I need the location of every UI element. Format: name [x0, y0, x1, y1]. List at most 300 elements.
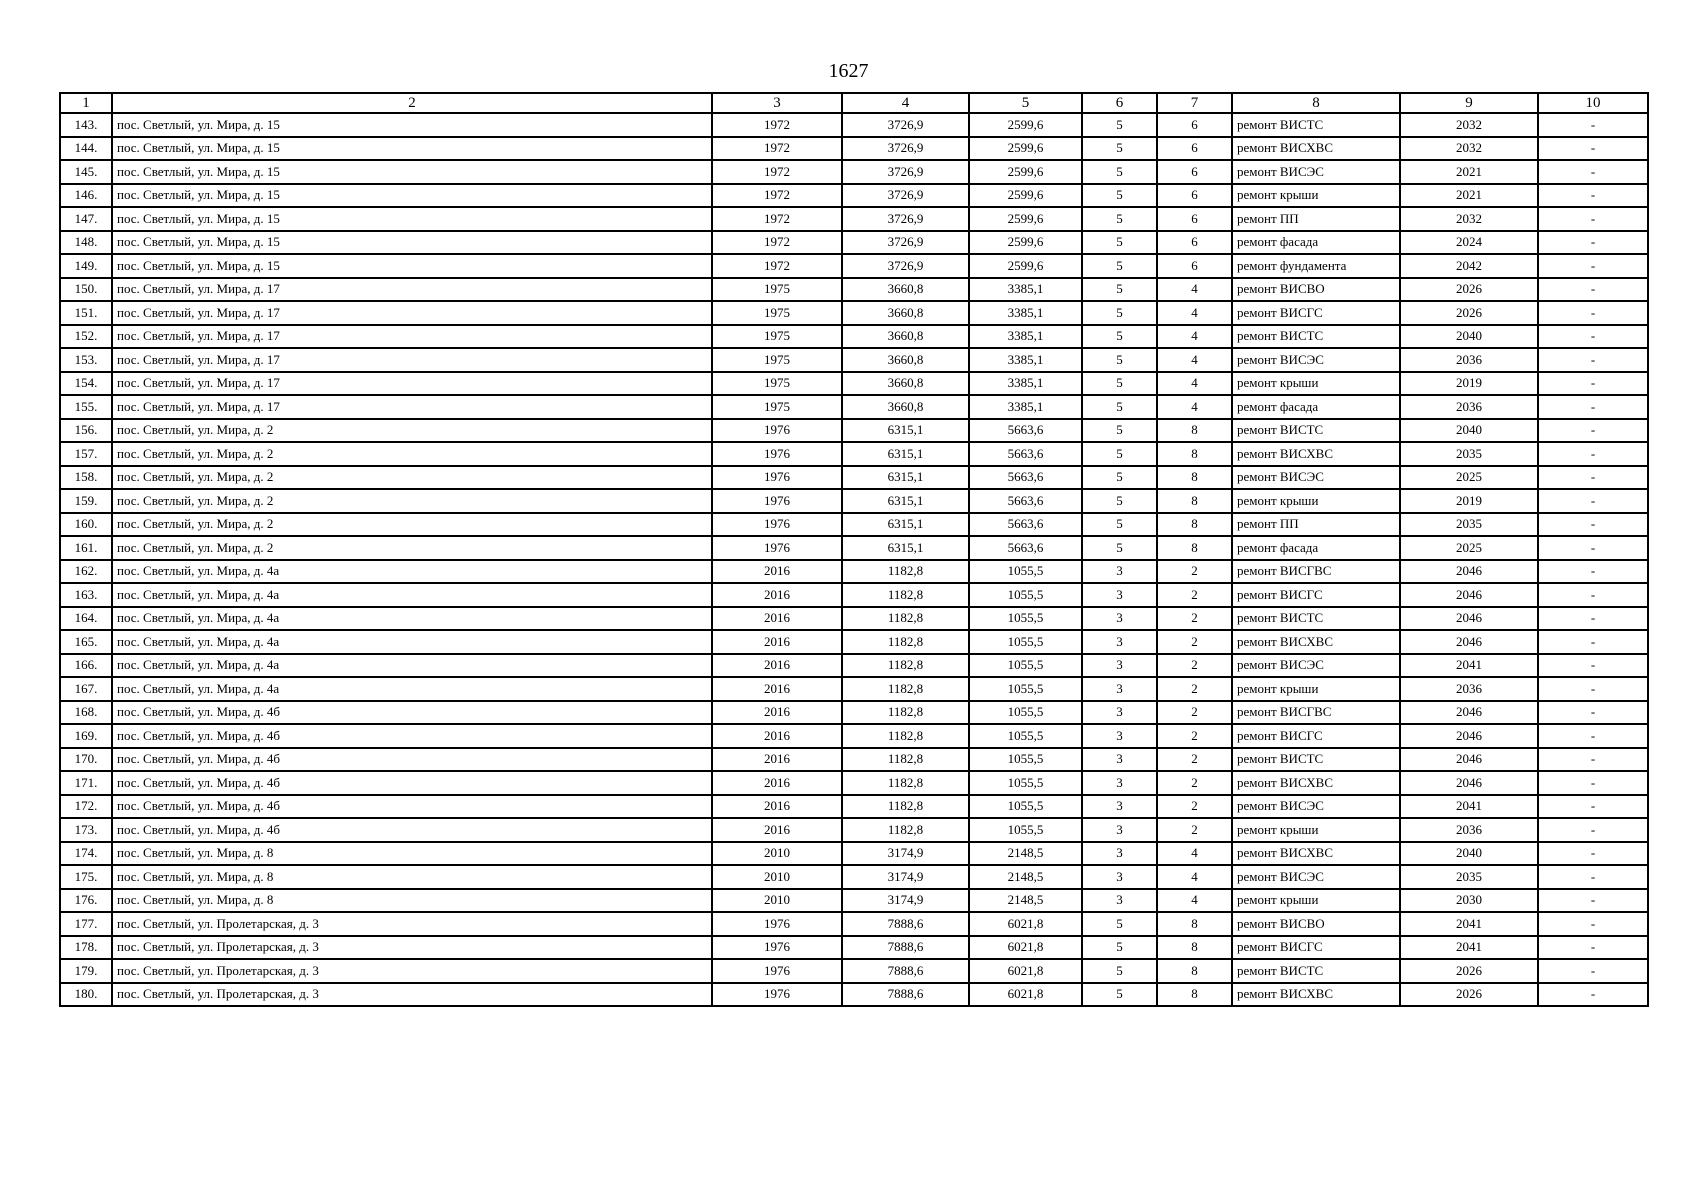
- col-year: 1976: [712, 959, 842, 983]
- col-plan-year: 2032: [1400, 207, 1538, 231]
- table-row: [60, 724, 1648, 748]
- col-area-total: 3660,8: [842, 301, 969, 325]
- col-plan-year: 2026: [1400, 301, 1538, 325]
- col-number: 163.: [60, 583, 112, 607]
- col-work-type: ремонт ВИСВО: [1232, 278, 1400, 302]
- col-plan-year: 2026: [1400, 983, 1538, 1007]
- col-number: 169.: [60, 724, 112, 748]
- col-note: -: [1538, 771, 1648, 795]
- header-col-note: 10: [1538, 93, 1648, 113]
- table-row: [60, 419, 1648, 443]
- col-work-type: ремонт ВИСТС: [1232, 607, 1400, 631]
- col-number: 162.: [60, 560, 112, 584]
- col-year: 1976: [712, 912, 842, 936]
- col-plan-year: 2021: [1400, 184, 1538, 208]
- col-note: -: [1538, 560, 1648, 584]
- col-note: -: [1538, 865, 1648, 889]
- col-note: -: [1538, 207, 1648, 231]
- col-entrances: 8: [1157, 912, 1232, 936]
- col-entrances: 2: [1157, 771, 1232, 795]
- col-floors: 3: [1082, 818, 1157, 842]
- col-note: -: [1538, 395, 1648, 419]
- col-year: 1972: [712, 207, 842, 231]
- col-work-type: ремонт ПП: [1232, 513, 1400, 537]
- col-plan-year: 2041: [1400, 795, 1538, 819]
- col-work-type: ремонт фундамента: [1232, 254, 1400, 278]
- table-row: [60, 301, 1648, 325]
- col-entrances: 2: [1157, 583, 1232, 607]
- col-address: пос. Светлый, ул. Мира, д. 15: [112, 113, 712, 137]
- col-note: -: [1538, 113, 1648, 137]
- col-number: 157.: [60, 442, 112, 466]
- col-number: 161.: [60, 536, 112, 560]
- header-col-floors: 6: [1082, 93, 1157, 113]
- col-plan-year: 2046: [1400, 724, 1538, 748]
- col-area-total: 3174,9: [842, 865, 969, 889]
- col-area-total: 7888,6: [842, 959, 969, 983]
- col-area-total: 3726,9: [842, 254, 969, 278]
- col-work-type: ремонт ПП: [1232, 207, 1400, 231]
- col-entrances: 6: [1157, 254, 1232, 278]
- col-year: 2016: [712, 748, 842, 772]
- col-year: 2016: [712, 771, 842, 795]
- col-note: -: [1538, 748, 1648, 772]
- col-entrances: 4: [1157, 395, 1232, 419]
- col-address: пос. Светлый, ул. Мира, д. 4б: [112, 771, 712, 795]
- col-entrances: 6: [1157, 137, 1232, 161]
- col-plan-year: 2041: [1400, 654, 1538, 678]
- col-number: 167.: [60, 677, 112, 701]
- col-number: 150.: [60, 278, 112, 302]
- col-plan-year: 2040: [1400, 842, 1538, 866]
- col-area-total: 3660,8: [842, 372, 969, 396]
- col-address: пос. Светлый, ул. Мира, д. 15: [112, 137, 712, 161]
- col-address: пос. Светлый, ул. Пролетарская, д. 3: [112, 959, 712, 983]
- col-number: 174.: [60, 842, 112, 866]
- col-number: 149.: [60, 254, 112, 278]
- col-note: -: [1538, 301, 1648, 325]
- col-work-type: ремонт ВИСЭС: [1232, 865, 1400, 889]
- col-area-living: 3385,1: [969, 278, 1082, 302]
- col-address: пос. Светлый, ул. Мира, д. 4а: [112, 560, 712, 584]
- col-year: 2016: [712, 583, 842, 607]
- col-plan-year: 2046: [1400, 607, 1538, 631]
- col-number: 148.: [60, 231, 112, 255]
- table-row: [60, 113, 1648, 137]
- col-number: 177.: [60, 912, 112, 936]
- col-area-total: 3660,8: [842, 348, 969, 372]
- col-area-living: 2599,6: [969, 137, 1082, 161]
- table-row: [60, 959, 1648, 983]
- col-address: пос. Светлый, ул. Мира, д. 17: [112, 325, 712, 349]
- col-entrances: 6: [1157, 207, 1232, 231]
- col-floors: 5: [1082, 278, 1157, 302]
- col-year: 1975: [712, 348, 842, 372]
- col-work-type: ремонт крыши: [1232, 818, 1400, 842]
- col-area-living: 3385,1: [969, 395, 1082, 419]
- col-area-living: 1055,5: [969, 748, 1082, 772]
- col-floors: 5: [1082, 442, 1157, 466]
- col-floors: 5: [1082, 348, 1157, 372]
- col-floors: 3: [1082, 842, 1157, 866]
- col-area-living: 1055,5: [969, 560, 1082, 584]
- table-row: [60, 912, 1648, 936]
- col-floors: 5: [1082, 395, 1157, 419]
- col-plan-year: 2035: [1400, 442, 1538, 466]
- col-area-total: 1182,8: [842, 771, 969, 795]
- col-plan-year: 2041: [1400, 912, 1538, 936]
- header-col-area-total: 4: [842, 93, 969, 113]
- col-entrances: 4: [1157, 842, 1232, 866]
- col-area-total: 1182,8: [842, 795, 969, 819]
- col-plan-year: 2040: [1400, 419, 1538, 443]
- table-row: [60, 607, 1648, 631]
- header-col-year: 3: [712, 93, 842, 113]
- col-area-total: 7888,6: [842, 983, 969, 1007]
- table-row: [60, 466, 1648, 490]
- col-floors: 5: [1082, 254, 1157, 278]
- col-address: пос. Светлый, ул. Пролетарская, д. 3: [112, 912, 712, 936]
- col-area-total: 1182,8: [842, 654, 969, 678]
- col-floors: 5: [1082, 513, 1157, 537]
- table-row: [60, 983, 1648, 1007]
- col-plan-year: 2019: [1400, 372, 1538, 396]
- col-year: 1975: [712, 372, 842, 396]
- col-area-living: 6021,8: [969, 983, 1082, 1007]
- col-area-total: 3726,9: [842, 207, 969, 231]
- table-row: [60, 795, 1648, 819]
- col-area-living: 2599,6: [969, 160, 1082, 184]
- col-area-living: 3385,1: [969, 372, 1082, 396]
- col-number: 151.: [60, 301, 112, 325]
- col-work-type: ремонт ВИСГВС: [1232, 701, 1400, 725]
- col-plan-year: 2025: [1400, 536, 1538, 560]
- col-address: пос. Светлый, ул. Мира, д. 17: [112, 301, 712, 325]
- col-floors: 5: [1082, 983, 1157, 1007]
- col-note: -: [1538, 630, 1648, 654]
- col-note: -: [1538, 489, 1648, 513]
- col-note: -: [1538, 724, 1648, 748]
- col-year: 1975: [712, 325, 842, 349]
- table-row: [60, 936, 1648, 960]
- col-entrances: 4: [1157, 372, 1232, 396]
- header-col-plan-year: 9: [1400, 93, 1538, 113]
- col-note: -: [1538, 677, 1648, 701]
- col-note: -: [1538, 654, 1648, 678]
- col-address: пос. Светлый, ул. Мира, д. 2: [112, 466, 712, 490]
- col-address: пос. Светлый, ул. Мира, д. 8: [112, 865, 712, 889]
- col-address: пос. Светлый, ул. Мира, д. 2: [112, 489, 712, 513]
- col-number: 144.: [60, 137, 112, 161]
- col-year: 1975: [712, 395, 842, 419]
- col-entrances: 2: [1157, 677, 1232, 701]
- table-row: [60, 818, 1648, 842]
- col-address: пос. Светлый, ул. Мира, д. 4б: [112, 724, 712, 748]
- col-work-type: ремонт фасада: [1232, 395, 1400, 419]
- col-note: -: [1538, 442, 1648, 466]
- col-entrances: 2: [1157, 630, 1232, 654]
- col-area-total: 1182,8: [842, 748, 969, 772]
- table-row: [60, 748, 1648, 772]
- col-area-total: 3660,8: [842, 278, 969, 302]
- col-work-type: ремонт ВИСЭС: [1232, 795, 1400, 819]
- col-entrances: 8: [1157, 536, 1232, 560]
- col-note: -: [1538, 959, 1648, 983]
- col-area-living: 2599,6: [969, 207, 1082, 231]
- col-plan-year: 2032: [1400, 137, 1538, 161]
- col-area-living: 1055,5: [969, 583, 1082, 607]
- table-row: [60, 513, 1648, 537]
- table-row: [60, 184, 1648, 208]
- table-row: [60, 395, 1648, 419]
- col-area-total: 3726,9: [842, 137, 969, 161]
- col-work-type: ремонт ВИСЭС: [1232, 160, 1400, 184]
- col-note: -: [1538, 419, 1648, 443]
- col-address: пос. Светлый, ул. Мира, д. 4б: [112, 748, 712, 772]
- col-number: 153.: [60, 348, 112, 372]
- col-note: -: [1538, 912, 1648, 936]
- col-address: пос. Светлый, ул. Мира, д. 2: [112, 419, 712, 443]
- col-address: пос. Светлый, ул. Мира, д. 17: [112, 278, 712, 302]
- col-number: 175.: [60, 865, 112, 889]
- col-address: пос. Светлый, ул. Мира, д. 17: [112, 372, 712, 396]
- col-entrances: 8: [1157, 936, 1232, 960]
- col-work-type: ремонт ВИСГС: [1232, 583, 1400, 607]
- col-area-total: 1182,8: [842, 818, 969, 842]
- col-number: 160.: [60, 513, 112, 537]
- col-number: 164.: [60, 607, 112, 631]
- col-floors: 3: [1082, 701, 1157, 725]
- col-area-living: 2599,6: [969, 231, 1082, 255]
- col-entrances: 8: [1157, 983, 1232, 1007]
- col-number: 147.: [60, 207, 112, 231]
- col-year: 2010: [712, 842, 842, 866]
- repair-schedule-table: [59, 92, 1649, 1007]
- col-year: 2010: [712, 889, 842, 913]
- table-row: [60, 536, 1648, 560]
- col-work-type: ремонт ВИСТС: [1232, 113, 1400, 137]
- col-entrances: 8: [1157, 489, 1232, 513]
- col-note: -: [1538, 184, 1648, 208]
- table-row: [60, 278, 1648, 302]
- table-row: [60, 560, 1648, 584]
- col-floors: 3: [1082, 748, 1157, 772]
- col-year: 2016: [712, 818, 842, 842]
- col-floors: 3: [1082, 771, 1157, 795]
- col-entrances: 2: [1157, 607, 1232, 631]
- col-work-type: ремонт ВИСТС: [1232, 325, 1400, 349]
- table-row: [60, 160, 1648, 184]
- col-note: -: [1538, 536, 1648, 560]
- col-area-living: 2599,6: [969, 254, 1082, 278]
- col-floors: 3: [1082, 889, 1157, 913]
- col-work-type: ремонт ВИСЭС: [1232, 348, 1400, 372]
- col-note: -: [1538, 466, 1648, 490]
- col-address: пос. Светлый, ул. Мира, д. 8: [112, 842, 712, 866]
- col-entrances: 2: [1157, 748, 1232, 772]
- col-entrances: 2: [1157, 654, 1232, 678]
- col-number: 159.: [60, 489, 112, 513]
- col-number: 156.: [60, 419, 112, 443]
- col-address: пос. Светлый, ул. Мира, д. 4а: [112, 583, 712, 607]
- col-address: пос. Светлый, ул. Пролетарская, д. 3: [112, 936, 712, 960]
- col-address: пос. Светлый, ул. Мира, д. 15: [112, 254, 712, 278]
- col-area-total: 1182,8: [842, 560, 969, 584]
- col-year: 1976: [712, 536, 842, 560]
- col-year: 2016: [712, 677, 842, 701]
- table-row: [60, 231, 1648, 255]
- col-work-type: ремонт ВИСТС: [1232, 748, 1400, 772]
- col-area-total: 3174,9: [842, 842, 969, 866]
- col-number: 158.: [60, 466, 112, 490]
- col-plan-year: 2042: [1400, 254, 1538, 278]
- col-number: 176.: [60, 889, 112, 913]
- col-number: 171.: [60, 771, 112, 795]
- col-area-living: 1055,5: [969, 654, 1082, 678]
- col-note: -: [1538, 795, 1648, 819]
- col-plan-year: 2036: [1400, 677, 1538, 701]
- col-floors: 3: [1082, 607, 1157, 631]
- col-area-living: 2599,6: [969, 113, 1082, 137]
- col-plan-year: 2046: [1400, 630, 1538, 654]
- col-area-total: 7888,6: [842, 912, 969, 936]
- col-area-total: 6315,1: [842, 489, 969, 513]
- col-entrances: 8: [1157, 513, 1232, 537]
- col-area-living: 1055,5: [969, 677, 1082, 701]
- header-col-area-living: 5: [969, 93, 1082, 113]
- col-area-living: 1055,5: [969, 724, 1082, 748]
- col-work-type: ремонт ВИСТС: [1232, 959, 1400, 983]
- col-number: 172.: [60, 795, 112, 819]
- col-floors: 3: [1082, 630, 1157, 654]
- col-plan-year: 2019: [1400, 489, 1538, 513]
- col-number: 178.: [60, 936, 112, 960]
- header-col-address: 2: [112, 93, 712, 113]
- col-area-total: 3726,9: [842, 160, 969, 184]
- col-work-type: ремонт ВИСХВС: [1232, 630, 1400, 654]
- table-row: [60, 842, 1648, 866]
- table-row: [60, 701, 1648, 725]
- table-row: [60, 630, 1648, 654]
- col-year: 2016: [712, 654, 842, 678]
- col-floors: 5: [1082, 301, 1157, 325]
- col-plan-year: 2026: [1400, 278, 1538, 302]
- col-plan-year: 2024: [1400, 231, 1538, 255]
- col-year: 2016: [712, 607, 842, 631]
- table-row: [60, 254, 1648, 278]
- col-entrances: 4: [1157, 348, 1232, 372]
- col-area-total: 3726,9: [842, 113, 969, 137]
- col-floors: 5: [1082, 936, 1157, 960]
- col-note: -: [1538, 701, 1648, 725]
- col-note: -: [1538, 278, 1648, 302]
- col-floors: 3: [1082, 583, 1157, 607]
- col-year: 1972: [712, 137, 842, 161]
- table-row: [60, 442, 1648, 466]
- col-note: -: [1538, 818, 1648, 842]
- col-plan-year: 2040: [1400, 325, 1538, 349]
- col-address: пос. Светлый, ул. Мира, д. 4а: [112, 654, 712, 678]
- table-row: [60, 865, 1648, 889]
- col-entrances: 6: [1157, 231, 1232, 255]
- col-work-type: ремонт ВИСГС: [1232, 301, 1400, 325]
- col-address: пос. Светлый, ул. Мира, д. 2: [112, 513, 712, 537]
- col-year: 1972: [712, 113, 842, 137]
- col-entrances: 4: [1157, 278, 1232, 302]
- col-floors: 5: [1082, 959, 1157, 983]
- col-floors: 3: [1082, 724, 1157, 748]
- col-area-living: 5663,6: [969, 466, 1082, 490]
- col-entrances: 2: [1157, 795, 1232, 819]
- col-address: пос. Светлый, ул. Мира, д. 2: [112, 536, 712, 560]
- col-address: пос. Светлый, ул. Пролетарская, д. 3: [112, 983, 712, 1007]
- col-entrances: 8: [1157, 959, 1232, 983]
- col-work-type: ремонт ВИСГС: [1232, 724, 1400, 748]
- col-area-living: 1055,5: [969, 607, 1082, 631]
- col-area-total: 3726,9: [842, 184, 969, 208]
- col-year: 1972: [712, 254, 842, 278]
- col-floors: 5: [1082, 489, 1157, 513]
- col-floors: 3: [1082, 865, 1157, 889]
- col-area-living: 1055,5: [969, 630, 1082, 654]
- col-plan-year: 2046: [1400, 748, 1538, 772]
- col-work-type: ремонт ВИСГС: [1232, 936, 1400, 960]
- col-area-total: 6315,1: [842, 442, 969, 466]
- col-floors: 5: [1082, 912, 1157, 936]
- table-row: [60, 348, 1648, 372]
- col-work-type: ремонт крыши: [1232, 489, 1400, 513]
- header-col-entrances: 7: [1157, 93, 1232, 113]
- col-year: 1976: [712, 489, 842, 513]
- col-note: -: [1538, 983, 1648, 1007]
- col-address: пос. Светлый, ул. Мира, д. 15: [112, 231, 712, 255]
- col-area-total: 6315,1: [842, 513, 969, 537]
- col-work-type: ремонт ВИСЭС: [1232, 466, 1400, 490]
- col-plan-year: 2032: [1400, 113, 1538, 137]
- col-area-living: 6021,8: [969, 959, 1082, 983]
- col-year: 1972: [712, 160, 842, 184]
- table-row: [60, 489, 1648, 513]
- col-note: -: [1538, 254, 1648, 278]
- col-entrances: 8: [1157, 419, 1232, 443]
- col-work-type: ремонт ВИСХВС: [1232, 442, 1400, 466]
- table-body: [60, 93, 1648, 1006]
- col-area-living: 1055,5: [969, 818, 1082, 842]
- col-year: 1976: [712, 983, 842, 1007]
- col-floors: 3: [1082, 795, 1157, 819]
- col-entrances: 8: [1157, 466, 1232, 490]
- col-note: -: [1538, 607, 1648, 631]
- col-area-living: 3385,1: [969, 301, 1082, 325]
- col-number: 146.: [60, 184, 112, 208]
- col-area-living: 2599,6: [969, 184, 1082, 208]
- col-entrances: 2: [1157, 724, 1232, 748]
- col-number: 180.: [60, 983, 112, 1007]
- col-floors: 5: [1082, 419, 1157, 443]
- col-area-living: 1055,5: [969, 771, 1082, 795]
- col-note: -: [1538, 889, 1648, 913]
- col-number: 165.: [60, 630, 112, 654]
- col-floors: 5: [1082, 160, 1157, 184]
- col-area-living: 2148,5: [969, 889, 1082, 913]
- col-area-living: 3385,1: [969, 348, 1082, 372]
- col-entrances: 4: [1157, 325, 1232, 349]
- col-year: 1976: [712, 513, 842, 537]
- col-plan-year: 2025: [1400, 466, 1538, 490]
- col-entrances: 2: [1157, 560, 1232, 584]
- col-area-living: 1055,5: [969, 795, 1082, 819]
- col-area-total: 3726,9: [842, 231, 969, 255]
